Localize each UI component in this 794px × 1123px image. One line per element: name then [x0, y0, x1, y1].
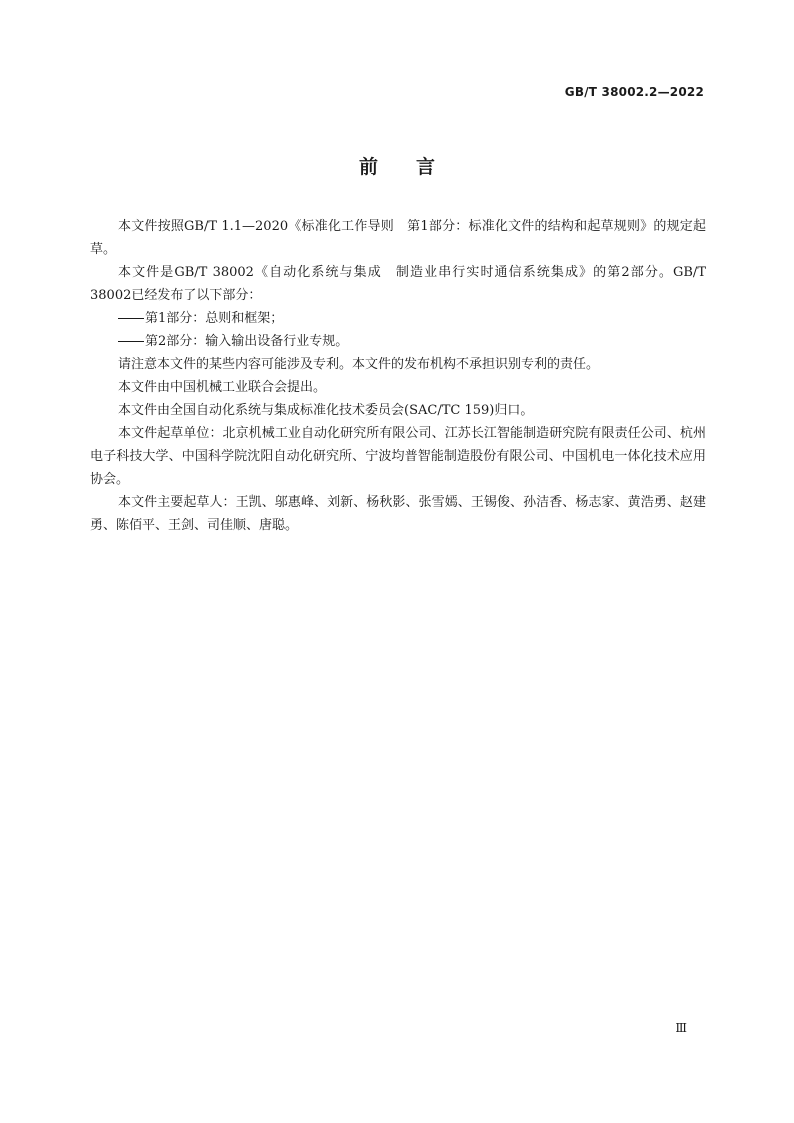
paragraph-patent-notice: 请注意本文件的某些内容可能涉及专利。本文件的发布机构不承担识别专利的责任。 — [118, 357, 600, 372]
paragraph-drafting-rules: 本文件按照GB/T 1.1—2020《标准化工作导则 第1部分：标准化文件的结构和起草规则》的规定起草。 — [90, 219, 706, 257]
page-number: Ⅲ — [675, 1021, 687, 1035]
paragraph-series-part: 本文件是GB/T 38002《自动化系统与集成 制造业串行实时通信系统集成》的第2部分。GB/T 38002已经发布了以下部分： — [90, 265, 706, 303]
foreword-body — [90, 215, 706, 537]
list-item-text: 第1部分：总则和框架； — [145, 311, 284, 326]
dash-marker — [118, 341, 144, 342]
list-item-part-1 — [90, 307, 706, 330]
paragraph-drafting-organizations: 本文件起草单位：北京机械工业自动化研究所有限公司、江苏长江智能制造研究院有限责任公司、杭州电子科技大学、中国科学院沈阳自动化研究所、宁波均普智能制造股份有限公司、中国机电一体化技术应用协会。 — [90, 426, 706, 487]
paragraph-drafters: 本文件主要起草人：王凯、邬惠峰、刘新、杨秋影、张雪嫣、王锡俊、孙洁香、杨志家、黄浩勇、赵建勇、陈佰平、王剑、司佳顺、唐聪。 — [90, 495, 706, 533]
paragraph-under-jurisdiction: 本文件由全国自动化系统与集成标准化技术委员会(SAC/TC 159)归口。 — [118, 403, 534, 418]
dash-marker — [118, 318, 144, 319]
page-title: 前言 — [358, 156, 473, 178]
paragraph-proposed-by: 本文件由中国机械工业联合会提出。 — [118, 380, 327, 395]
standard-number: GB/T 38002.2—2022 — [564, 85, 704, 99]
list-item-part-2 — [90, 330, 706, 353]
list-item-text: 第2部分：输入输出设备行业专规。 — [145, 334, 349, 349]
